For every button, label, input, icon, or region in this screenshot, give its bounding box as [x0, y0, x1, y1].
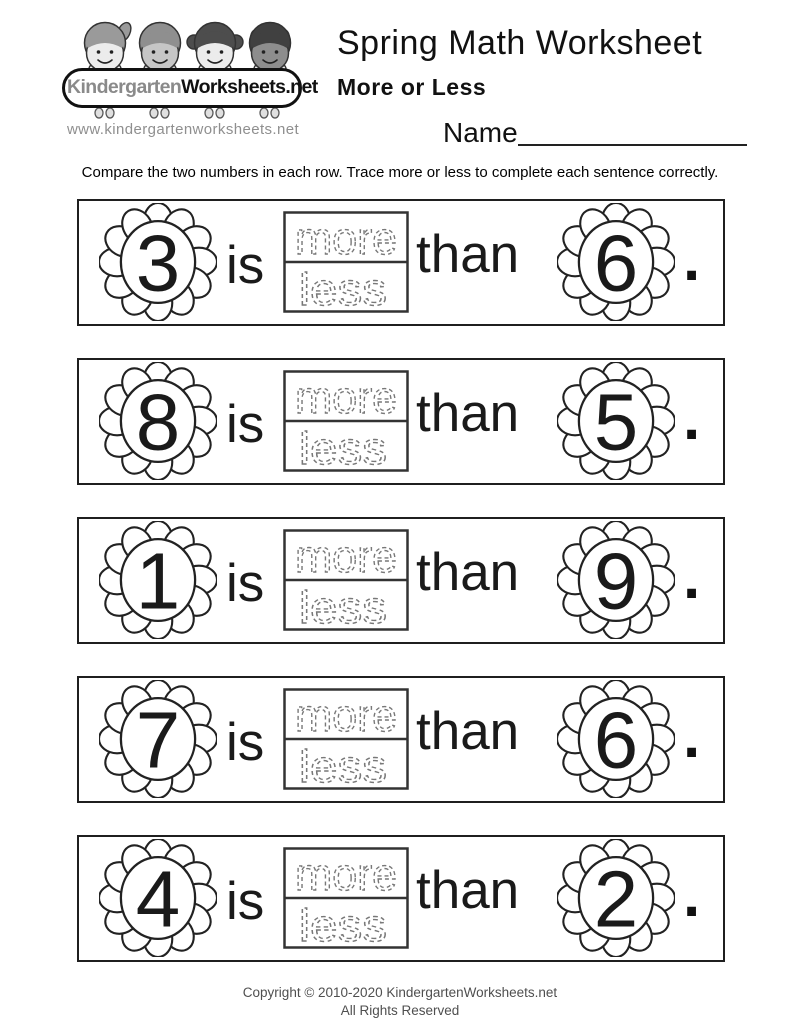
- trace-word-less[interactable]: less: [299, 741, 387, 790]
- flower-icon: [99, 839, 217, 957]
- trace-word-less[interactable]: less: [299, 264, 387, 313]
- flower-icon: [557, 521, 675, 639]
- site-url: www.kindergartenworksheets.net: [66, 121, 300, 138]
- trace-words-icon: [283, 847, 409, 949]
- period-label: .: [683, 702, 701, 771]
- is-label: is: [226, 713, 265, 772]
- worksheet-row: [77, 358, 725, 485]
- kids-feet-icon: [63, 106, 303, 120]
- name-label: Name: [443, 117, 518, 148]
- logo-brand-gray: Kindergarten: [67, 76, 182, 98]
- flower-right: [557, 362, 675, 480]
- trace-word-more[interactable]: more: [295, 213, 397, 264]
- flower-icon: [99, 680, 217, 798]
- kids-illustration-icon: [63, 14, 303, 74]
- is-label: is: [226, 236, 265, 295]
- period-label: .: [683, 225, 701, 294]
- flower-left: [99, 680, 217, 798]
- trace-words-icon: [283, 211, 409, 313]
- flower-icon: [557, 839, 675, 957]
- flower-number: 1: [135, 536, 181, 626]
- trace-word-less[interactable]: less: [299, 582, 387, 631]
- flower-icon: [99, 362, 217, 480]
- period-label: .: [683, 861, 701, 930]
- flower-icon: [557, 203, 675, 321]
- trace-word-more[interactable]: more: [295, 849, 397, 900]
- worksheet-row: [77, 676, 725, 803]
- page-title: Spring Math Worksheet: [337, 24, 703, 62]
- more-less-trace-box[interactable]: [283, 529, 409, 631]
- than-label: than: [416, 384, 520, 443]
- name-input-line[interactable]: [518, 143, 747, 146]
- flower-icon: [99, 203, 217, 321]
- trace-word-less[interactable]: less: [299, 900, 387, 949]
- worksheet-row: [77, 835, 725, 962]
- than-label: than: [416, 702, 520, 761]
- than-label: than: [416, 225, 520, 284]
- trace-word-more[interactable]: more: [295, 690, 397, 741]
- period-label: .: [683, 543, 701, 612]
- more-less-trace-box[interactable]: [283, 370, 409, 472]
- is-label: is: [226, 395, 265, 454]
- flower-left: [99, 521, 217, 639]
- worksheet-row: [77, 517, 725, 644]
- is-label: is: [226, 872, 265, 931]
- flower-number: 2: [593, 854, 639, 944]
- flower-number: 6: [593, 695, 639, 785]
- flower-icon: [99, 521, 217, 639]
- than-label: than: [416, 543, 520, 602]
- logo-brand-black: Worksheets.net: [181, 76, 318, 98]
- is-label: is: [226, 554, 265, 613]
- logo-banner: [62, 68, 318, 108]
- page-subtitle: More or Less: [337, 74, 487, 100]
- trace-word-more[interactable]: more: [295, 531, 397, 582]
- trace-word-more[interactable]: more: [295, 372, 397, 423]
- site-logo: [62, 14, 318, 138]
- trace-word-less[interactable]: less: [299, 423, 387, 472]
- flower-number: 5: [593, 377, 639, 467]
- more-less-trace-box[interactable]: [283, 847, 409, 949]
- trace-words-icon: [283, 529, 409, 631]
- flower-number: 3: [135, 218, 181, 308]
- flower-right: [557, 521, 675, 639]
- flower-number: 8: [135, 377, 181, 467]
- flower-right: [557, 203, 675, 321]
- flower-right: [557, 680, 675, 798]
- flower-right: [557, 839, 675, 957]
- rights-text: All Rights Reserved: [340, 1003, 460, 1018]
- copyright-text: Copyright © 2010-2020 KindergartenWorksheets.net: [242, 985, 558, 1000]
- flower-number: 4: [135, 854, 181, 944]
- more-less-trace-box[interactable]: [283, 211, 409, 313]
- more-less-trace-box[interactable]: [283, 688, 409, 790]
- flower-number: 9: [593, 536, 639, 626]
- flower-icon: [557, 362, 675, 480]
- flower-left: [99, 839, 217, 957]
- flower-number: 7: [135, 695, 181, 785]
- flower-left: [99, 203, 217, 321]
- trace-words-icon: [283, 370, 409, 472]
- than-label: than: [416, 861, 520, 920]
- flower-left: [99, 362, 217, 480]
- worksheet-rows: [77, 199, 725, 994]
- flower-number: 6: [593, 218, 639, 308]
- flower-icon: [557, 680, 675, 798]
- instructions-text: Compare the two numbers in each row. Trace more or less to complete each sentence correctly.: [81, 164, 719, 181]
- trace-words-icon: [283, 688, 409, 790]
- period-label: .: [683, 384, 701, 453]
- worksheet-row: [77, 199, 725, 326]
